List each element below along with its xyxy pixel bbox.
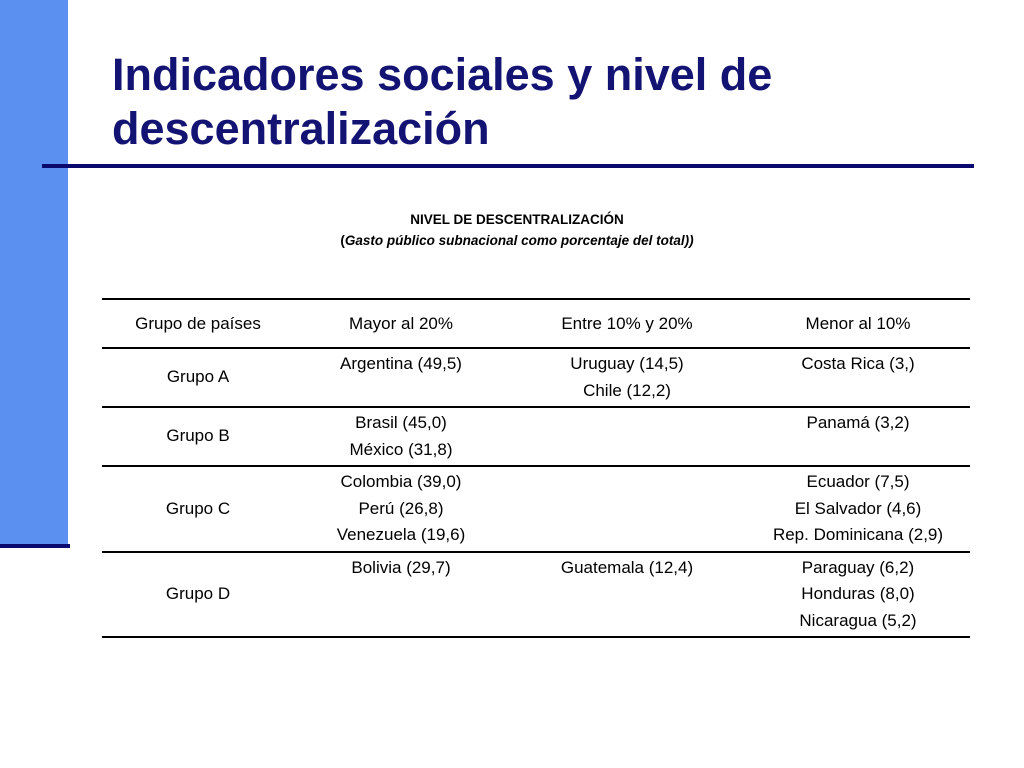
country-cell — [294, 348, 508, 407]
table-header-row — [102, 299, 970, 348]
table-row — [102, 552, 970, 638]
country-entry: Venezuela (19,6) — [336, 525, 466, 544]
country-cell — [746, 348, 970, 407]
group-cell: Grupo C — [165, 498, 231, 518]
caption-subheading — [102, 230, 932, 251]
country-cell — [294, 552, 508, 638]
header-between-10-20: Entre 10% y 20% — [561, 313, 693, 333]
table-row — [102, 466, 970, 552]
group-cell: Grupo A — [166, 367, 230, 387]
country-entry: Brasil (45,0) — [355, 413, 447, 432]
country-entry: Perú (26,8) — [358, 498, 444, 518]
group-cell: Grupo B — [166, 426, 230, 446]
country-entry: Guatemala (12,4) — [560, 557, 694, 577]
side-accent-bar — [0, 0, 68, 548]
table-row — [102, 407, 970, 466]
country-entry: Argentina (49,5) — [340, 354, 462, 373]
title-underline — [42, 164, 974, 168]
side-accent-rule — [0, 544, 70, 548]
table-body — [102, 348, 970, 637]
country-entry: Paraguay (6,2) — [801, 557, 915, 577]
country-cell — [508, 407, 746, 466]
country-entry: Nicaragua (5,2) — [799, 610, 917, 630]
country-entry: El Salvador (4,6) — [794, 498, 922, 518]
country-entry: Ecuador (7,5) — [806, 472, 910, 491]
country-entry: Rep. Dominicana (2,9) — [772, 525, 944, 544]
country-cell — [508, 552, 746, 638]
country-cell — [294, 407, 508, 466]
header-country-group: Grupo de países — [135, 313, 261, 333]
country-entry: Uruguay (14,5) — [570, 354, 684, 373]
table-caption — [102, 209, 932, 251]
group-cell: Grupo D — [165, 584, 231, 603]
country-entry: Bolivia (29,7) — [351, 557, 451, 577]
country-cell — [294, 466, 508, 552]
caption-heading: NIVEL DE DESCENTRALIZACIÓN — [410, 212, 624, 227]
country-entry: Colombia (39,0) — [340, 472, 462, 491]
country-entry: Panamá (3,2) — [806, 413, 910, 432]
table-row — [102, 348, 970, 407]
header-above-20: Mayor al 20% — [349, 313, 453, 333]
country-entry: Chile (12,2) — [583, 380, 671, 400]
caption-description: Gasto público subnacional como porcentaje del total)) — [344, 233, 694, 248]
country-cell — [508, 466, 746, 552]
country-entry: Costa Rica (3,) — [801, 354, 915, 373]
slide-title: Indicadores sociales y nivel de descentralización — [112, 49, 773, 154]
country-cell — [746, 466, 970, 552]
country-cell — [508, 348, 746, 407]
country-entry: Honduras (8,0) — [801, 584, 915, 603]
country-cell — [746, 407, 970, 466]
caption-open-paren: ( — [340, 233, 345, 248]
country-cell — [746, 552, 970, 638]
country-entry: México (31,8) — [349, 439, 453, 459]
header-below-10: Menor al 10% — [805, 313, 911, 333]
decentralization-table — [102, 298, 970, 638]
